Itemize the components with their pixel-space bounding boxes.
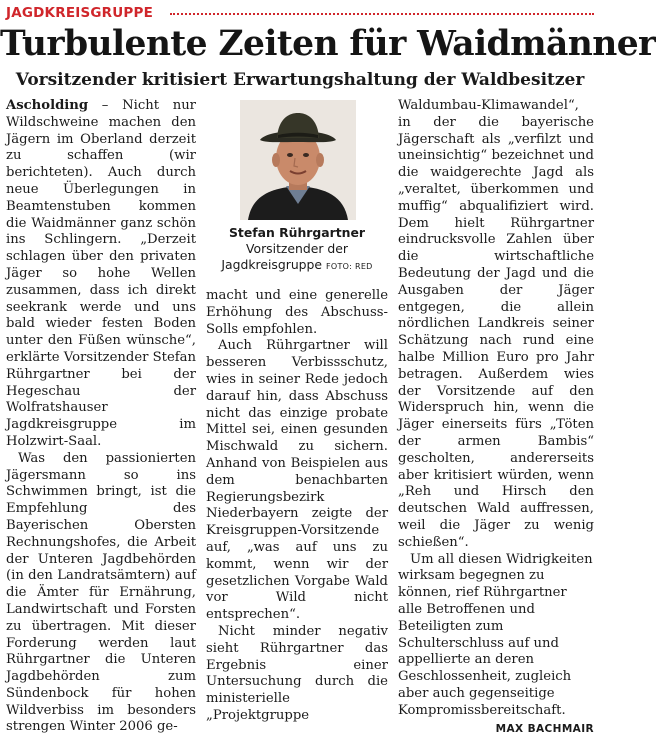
paragraph-2-text-a: Was den passionierten Jägersmann so ins Schwimmen bringt, ist die Empfehlung des Bayerischen Obersten Rechnungshofes, die Arbeit der Unteren Jagdbehörden (in den Landratsämtern) auf die Ämter für Ernährung, Landwirtschaft und Forsten zu übertragen. Mit dieser Forderung werden laut Rührgartner die Unteren Jagdbehörden zum Sündenbock für hohen Wildverbiss im besonders strengen Winter 2006 ge-	[6, 450, 196, 735]
kicker-dotted-rule	[170, 13, 594, 15]
photo-credit: FOTO: RED	[325, 262, 373, 271]
article-paragraph-2	[6, 451, 196, 737]
paragraph-5-text: Um all diesen Widrigkeiten wirksam begegnen zu können, rief Rührgartner alle Betroffenen und Beteiligten zum Schulterschluss auf und appellierte an deren Geschlossenheit, zugleich aber auch gegenseitige Kompromissbereitschaft.	[398, 551, 593, 718]
article-headline: Turbulente Zeiten für Waidmänner	[0, 24, 656, 64]
article-paragraph-3	[206, 338, 388, 624]
article-paragraph-5	[398, 551, 594, 736]
caption-role-text: Vorsitzender der Jagdkreisgruppe	[221, 241, 349, 272]
section-kicker: JAGDKREISGRUPPE	[6, 5, 154, 21]
article-paragraph-1	[6, 98, 196, 451]
caption-name: Stefan Rührgartner	[228, 225, 366, 240]
photo-caption	[206, 225, 388, 275]
article-column-1	[6, 98, 196, 736]
kicker-row	[6, 4, 594, 22]
paragraph-3-text: Auch Rührgartner will besseren Verbissschutz, wies in seiner Rede jedoch darauf hin, dass Abschuss nicht das einzige probate Mittel sei, einen gesunden Mischwald zu sichern. Anhand von Beispielen aus dem benachbarten Regierungsbezirk Niederbayern zeigte der Kreisgruppen-Vorsitzende auf, „was auf uns zu kommt, wenn wir der gesetzlichen Vorgabe Wald vor Wild nicht entsprechen“.	[206, 338, 388, 623]
caption-role	[206, 241, 388, 275]
paragraph-4-text-b: Waldumbau-Klimawandel“, in der die bayerische Jägerschaft als „verfilzt und uneinsichtig“ bezeichnet und die waidgerechte Jagd als „veraltet, überkommen und muffig“ abqualifiziert wird. Dem hielt Rührgartner eindrucksvolle Zahlen über die wirtschaftliche Bedeutung der Jagd und die Ausgaben der Jäger entgegen, die allein nördlichen Landkreis seiner Schätzung nach rund eine halbe Million Euro pro Jahr betragen. Außerdem wies der Vorsitzende auf den Widerspruch hin, wenn die Jäger einerseits fürs „Töten der armen Bambis“ gescholten, andererseits aber kritisiert würden, wenn „Reh und Hirsch den deutschen Wald auffressen, weil die Jäger zu wenig schießen“.	[398, 98, 594, 550]
portrait-photo	[240, 100, 356, 220]
portrait-illustration	[240, 100, 356, 220]
paragraph-2-text-b: macht und eine generelle Erhöhung des Abschuss-Solls empfohlen.	[206, 288, 388, 337]
article-paragraph-4	[206, 624, 388, 725]
author-byline: MAX BACHMAIR	[495, 723, 594, 736]
article-column-3	[398, 98, 594, 738]
paragraph-1-text: – Nicht nur Wildschweine machen den Jägern im Oberland derzeit zu schaffen (wir berichteten). Auch durch neue Überlegungen in Beamtenstuben kommen die Waidmänner ganz schön ins Schlingern. „Derzeit schlagen über den privaten Jäger so hohe Wellen zusammen, dass ich direkt seekrank werde und uns bald wieder festen Boden unter den Füßen wünsche“, erklärte Vorsitzender Stefan Rührgartner bei der Hegeschau der Wolfratshauser Jagdkreisgruppe im Holzwirt-Saal.	[6, 98, 196, 449]
article-column-2	[206, 288, 388, 725]
article-paragraph-4-continued	[398, 98, 594, 552]
dateline: Ascholding	[6, 98, 89, 113]
article-subheadline: Vorsitzender kritisiert Erwartungshaltung der Waldbesitzer	[15, 70, 585, 90]
article-paragraph-2-continued	[206, 288, 388, 338]
paragraph-4-text-a: Nicht minder negativ sieht Rührgartner das Ergebnis einer Untersuchung durch die ministerielle „Projektgruppe	[206, 623, 388, 723]
